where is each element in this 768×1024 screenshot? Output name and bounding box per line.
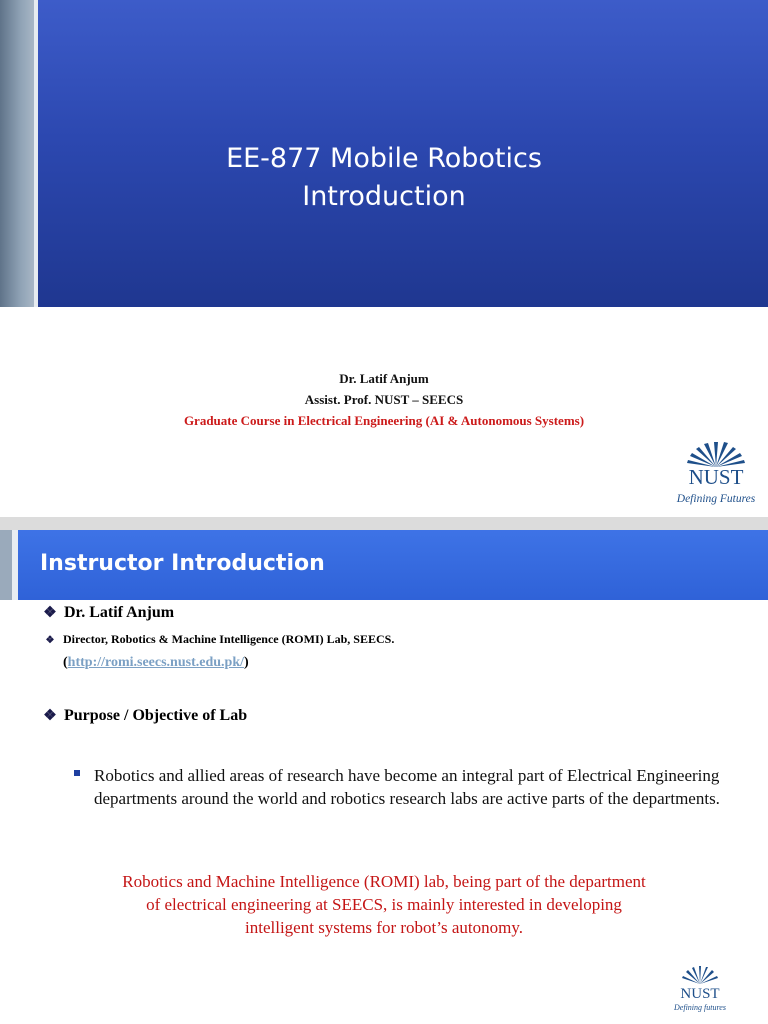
left-decor-strip	[0, 0, 34, 307]
square-bullet-icon	[74, 770, 80, 776]
sunburst-icon	[682, 966, 718, 984]
lab-description-line-2: of electrical engineering at SEECS, is mainly interested in developing	[146, 895, 622, 914]
content-slide	[0, 530, 768, 1024]
bullet-role	[40, 632, 394, 647]
slide-separator	[0, 517, 768, 530]
nust-logo-small	[668, 964, 732, 1016]
purpose-paragraph: Robotics and allied areas of research have become an integral part of Electrical Engineering departments around the world and robotics research labs are active parts of the departments.	[94, 766, 720, 808]
bullet-role-text: Director, Robotics & Machine Intelligence (ROMI) Lab, SEECS.	[63, 632, 395, 646]
bullet-instructor	[40, 603, 174, 622]
presenter-info	[0, 368, 768, 431]
title-line-1: EE-877 Mobile Robotics	[226, 143, 542, 174]
slide-title	[38, 140, 730, 216]
left-decor-strip	[0, 530, 12, 600]
diamond-bullet-icon: ❖	[43, 708, 57, 724]
lab-link-line	[63, 655, 249, 671]
bullet-purpose	[40, 706, 247, 725]
presenter-name: Dr. Latif Anjum	[339, 371, 429, 386]
logo-word: NUST	[688, 465, 744, 489]
logo-tagline: Defining Futures	[676, 493, 756, 505]
diamond-bullet-icon: ❖	[45, 635, 55, 646]
diamond-bullet-icon: ❖	[43, 605, 57, 621]
lab-website-link[interactable]: http://romi.seecs.nust.edu.pk/	[67, 655, 244, 670]
lab-description	[40, 870, 728, 939]
presenter-position: Assist. Prof. NUST – SEECS	[304, 392, 464, 407]
title-line-2: Introduction	[302, 181, 466, 212]
nust-logo	[664, 440, 768, 510]
logo-tagline: Defining futures	[674, 1003, 726, 1012]
bullet-purpose-text: Purpose / Objective of Lab	[64, 707, 248, 724]
lab-description-line-3: intelligent systems for robot’s autonomy.	[245, 918, 523, 937]
bullet-instructor-text: Dr. Latif Anjum	[64, 604, 175, 621]
course-name: Graduate Course in Electrical Engineering (AI & Autonomous Systems)	[183, 413, 585, 428]
link-close-paren: )	[244, 655, 249, 670]
lab-description-line-1: Robotics and Machine Intelligence (ROMI) lab, being part of the department	[122, 872, 646, 891]
logo-word: NUST	[680, 986, 720, 1002]
slide-heading: Instructor Introduction	[40, 551, 325, 576]
sunburst-icon	[687, 442, 745, 467]
link-open-paren: (	[63, 655, 68, 670]
